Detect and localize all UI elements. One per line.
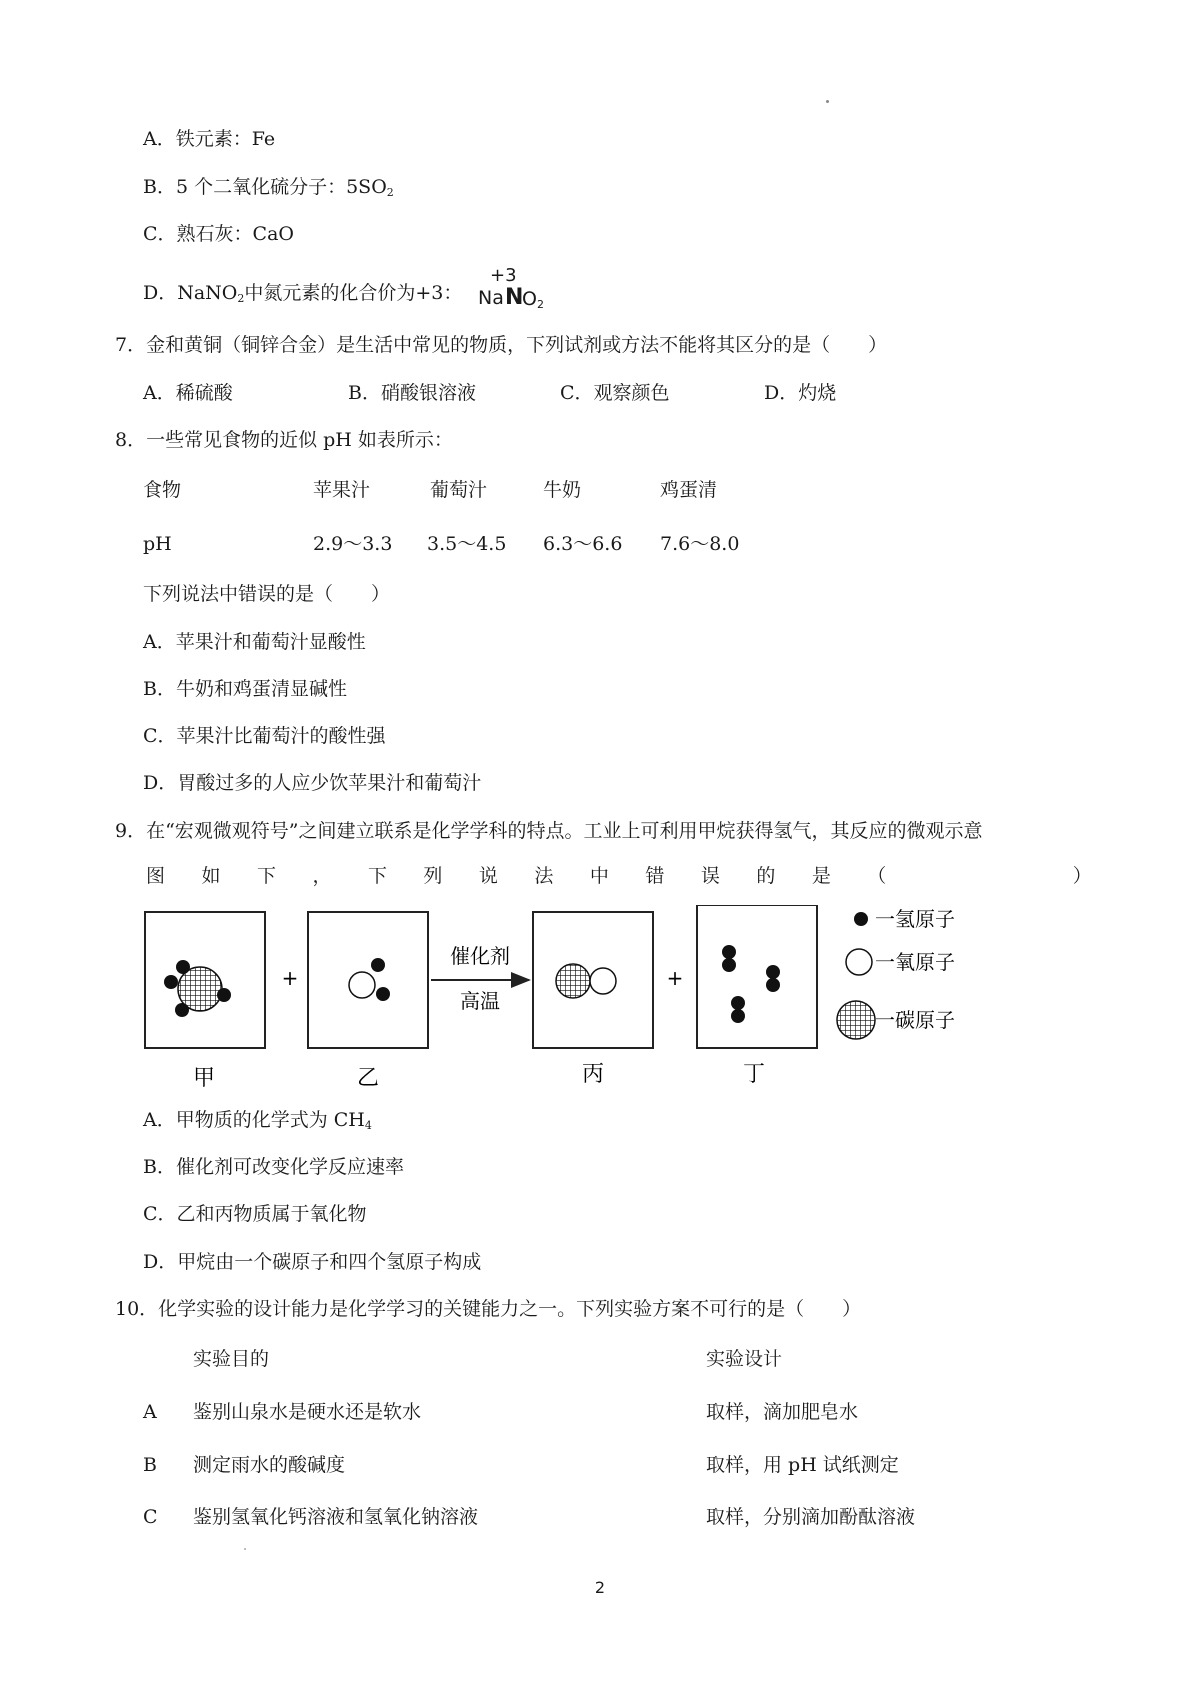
hydrogen-atom [722,958,736,972]
q10-row-a-key: A [143,1401,157,1423]
q9-option-d: D．甲烷由一个碳原子和四个氢原子构成 [143,1251,482,1273]
plus-sign: + [281,966,299,990]
hydrogen-atom [766,978,780,992]
hydrogen-atom [376,987,390,1001]
stray-dot [244,1548,246,1550]
q9-stem-line1: 9．在“宏观微观符号”之间建立联系是化学学科的特点。工业上可利用甲烷获得氢气，其反应的微观示意 [115,820,983,842]
ph-table-header-food: 食物 [143,479,182,501]
valence-notation: +3 Na N $O_2$ [478,265,544,311]
q8-option-b: B．牛奶和鸡蛋清显碱性 [143,678,347,700]
legend-oxygen-icon [846,949,872,975]
hydrogen-atom [175,1003,189,1017]
oxygen-atom [349,972,375,998]
ph-table-row-label: pH [143,533,172,555]
q10-row-a-purpose: 鉴别山泉水是硬水还是软水 [193,1401,422,1423]
q10-row-c-key: C [143,1506,158,1528]
q9-stem-line2: 图 如 下 ， 下 列 说 法 中 错 误 的 是 （ ） [146,865,1092,887]
q7-option-d: D．灼烧 [764,382,837,404]
legend-hydrogen-icon [854,912,868,926]
q10-row-c-purpose: 鉴别氢氧化钙溶液和氢氧化钠溶液 [193,1506,479,1528]
ph-table-apple-value: 2.9～3.3 [313,533,393,555]
q10-row-a-design: 取样，滴加肥皂水 [706,1401,859,1423]
q9-option-a: A．甲物质的化学式为 $CH_4$ [143,1109,372,1132]
hydrogen-atom [164,975,178,989]
q10-row-b-purpose: 测定雨水的酸碱度 [193,1454,346,1476]
q10-stem: 10．化学实验的设计能力是化学学习的关键能力之一。下列实验方案不可行的是（ ） [115,1298,862,1320]
hydrogen-atom [722,945,736,959]
q7-option-b: B．硝酸银溶液 [348,382,476,404]
hydrogen-atom [766,965,780,979]
legend-hydrogen: 一氢原子 [875,907,955,931]
q7-option-c: C．观察颜色 [560,382,670,404]
ph-table-header-grape: 葡萄汁 [430,479,488,501]
hydrogen-atom [176,960,190,974]
page-number: 2 [594,1578,606,1597]
q6-option-b: B．5 个二氧化硫分子：$5SO_2$ [143,176,394,199]
stray-dot [826,100,829,103]
carbon-atom [556,964,590,998]
box-ding [697,905,817,1048]
q10-row-c-design: 取样，分别滴加酚酞溶液 [706,1506,916,1528]
q6-option-d: D．NaNO$_2$中氮元素的化合价为+3： [143,282,463,305]
q7-option-a: A．稀硫酸 [143,382,233,404]
q8-option-d: D．胃酸过多的人应少饮苹果汁和葡萄汁 [143,772,482,794]
q10-row-b-design: 取样，用 pH 试纸测定 [706,1454,899,1476]
ph-table-header-milk: 牛奶 [543,479,582,501]
label-bing: 丙 [581,1062,605,1087]
label-ding: 丁 [742,1062,766,1087]
q9-option-c: C．乙和丙物质属于氧化物 [143,1203,367,1225]
ph-table-milk-value: 6.3～6.6 [543,533,623,555]
legend-oxygen: 一氧原子 [875,950,955,974]
plus-sign: + [666,966,684,990]
legend-carbon-icon [837,1001,875,1039]
condition-high-temp: 高温 [460,989,500,1013]
q10-header-design: 实验设计 [706,1348,783,1370]
label-yi: 乙 [356,1066,380,1091]
hydrogen-atom [217,988,231,1002]
legend-carbon: 一碳原子 [875,1008,955,1032]
reaction-diagram [140,905,1000,1095]
q6-option-a: A．铁元素：Fe [143,128,276,150]
oxygen-atom [590,968,616,994]
box-jia [145,912,265,1048]
q8-sub-stem: 下列说法中错误的是（ ） [143,583,391,605]
box-yi [308,912,428,1048]
box-bing [533,912,653,1048]
ph-table-header-egg: 鸡蛋清 [660,479,718,501]
hydrogen-atom [731,996,745,1010]
ph-table-egg-value: 7.6～8.0 [660,533,740,555]
q6-option-c: C．熟石灰：CaO [143,223,294,245]
q10-header-purpose: 实验目的 [193,1348,270,1370]
legend [837,907,955,1039]
q8-option-a: A．苹果汁和葡萄汁显酸性 [143,631,366,653]
ph-table-grape-value: 3.5～4.5 [427,533,507,555]
label-jia: 甲 [192,1066,216,1091]
q9-option-b: B．催化剂可改变化学反应速率 [143,1156,404,1178]
hydrogen-atom [731,1009,745,1023]
ph-table-header-apple: 苹果汁 [313,479,371,501]
q8-option-c: C．苹果汁比葡萄汁的酸性强 [143,725,386,747]
condition-catalyst: 催化剂 [450,944,510,968]
hydrogen-atom [371,958,385,972]
q8-stem: 8．一些常见食物的近似 pH 如表所示： [115,429,453,451]
q7-stem: 7．金和黄铜（铜锌合金）是生活中常见的物质，下列试剂或方法不能将其区分的是（ ） [115,334,888,356]
q10-row-b-key: B [143,1454,157,1476]
